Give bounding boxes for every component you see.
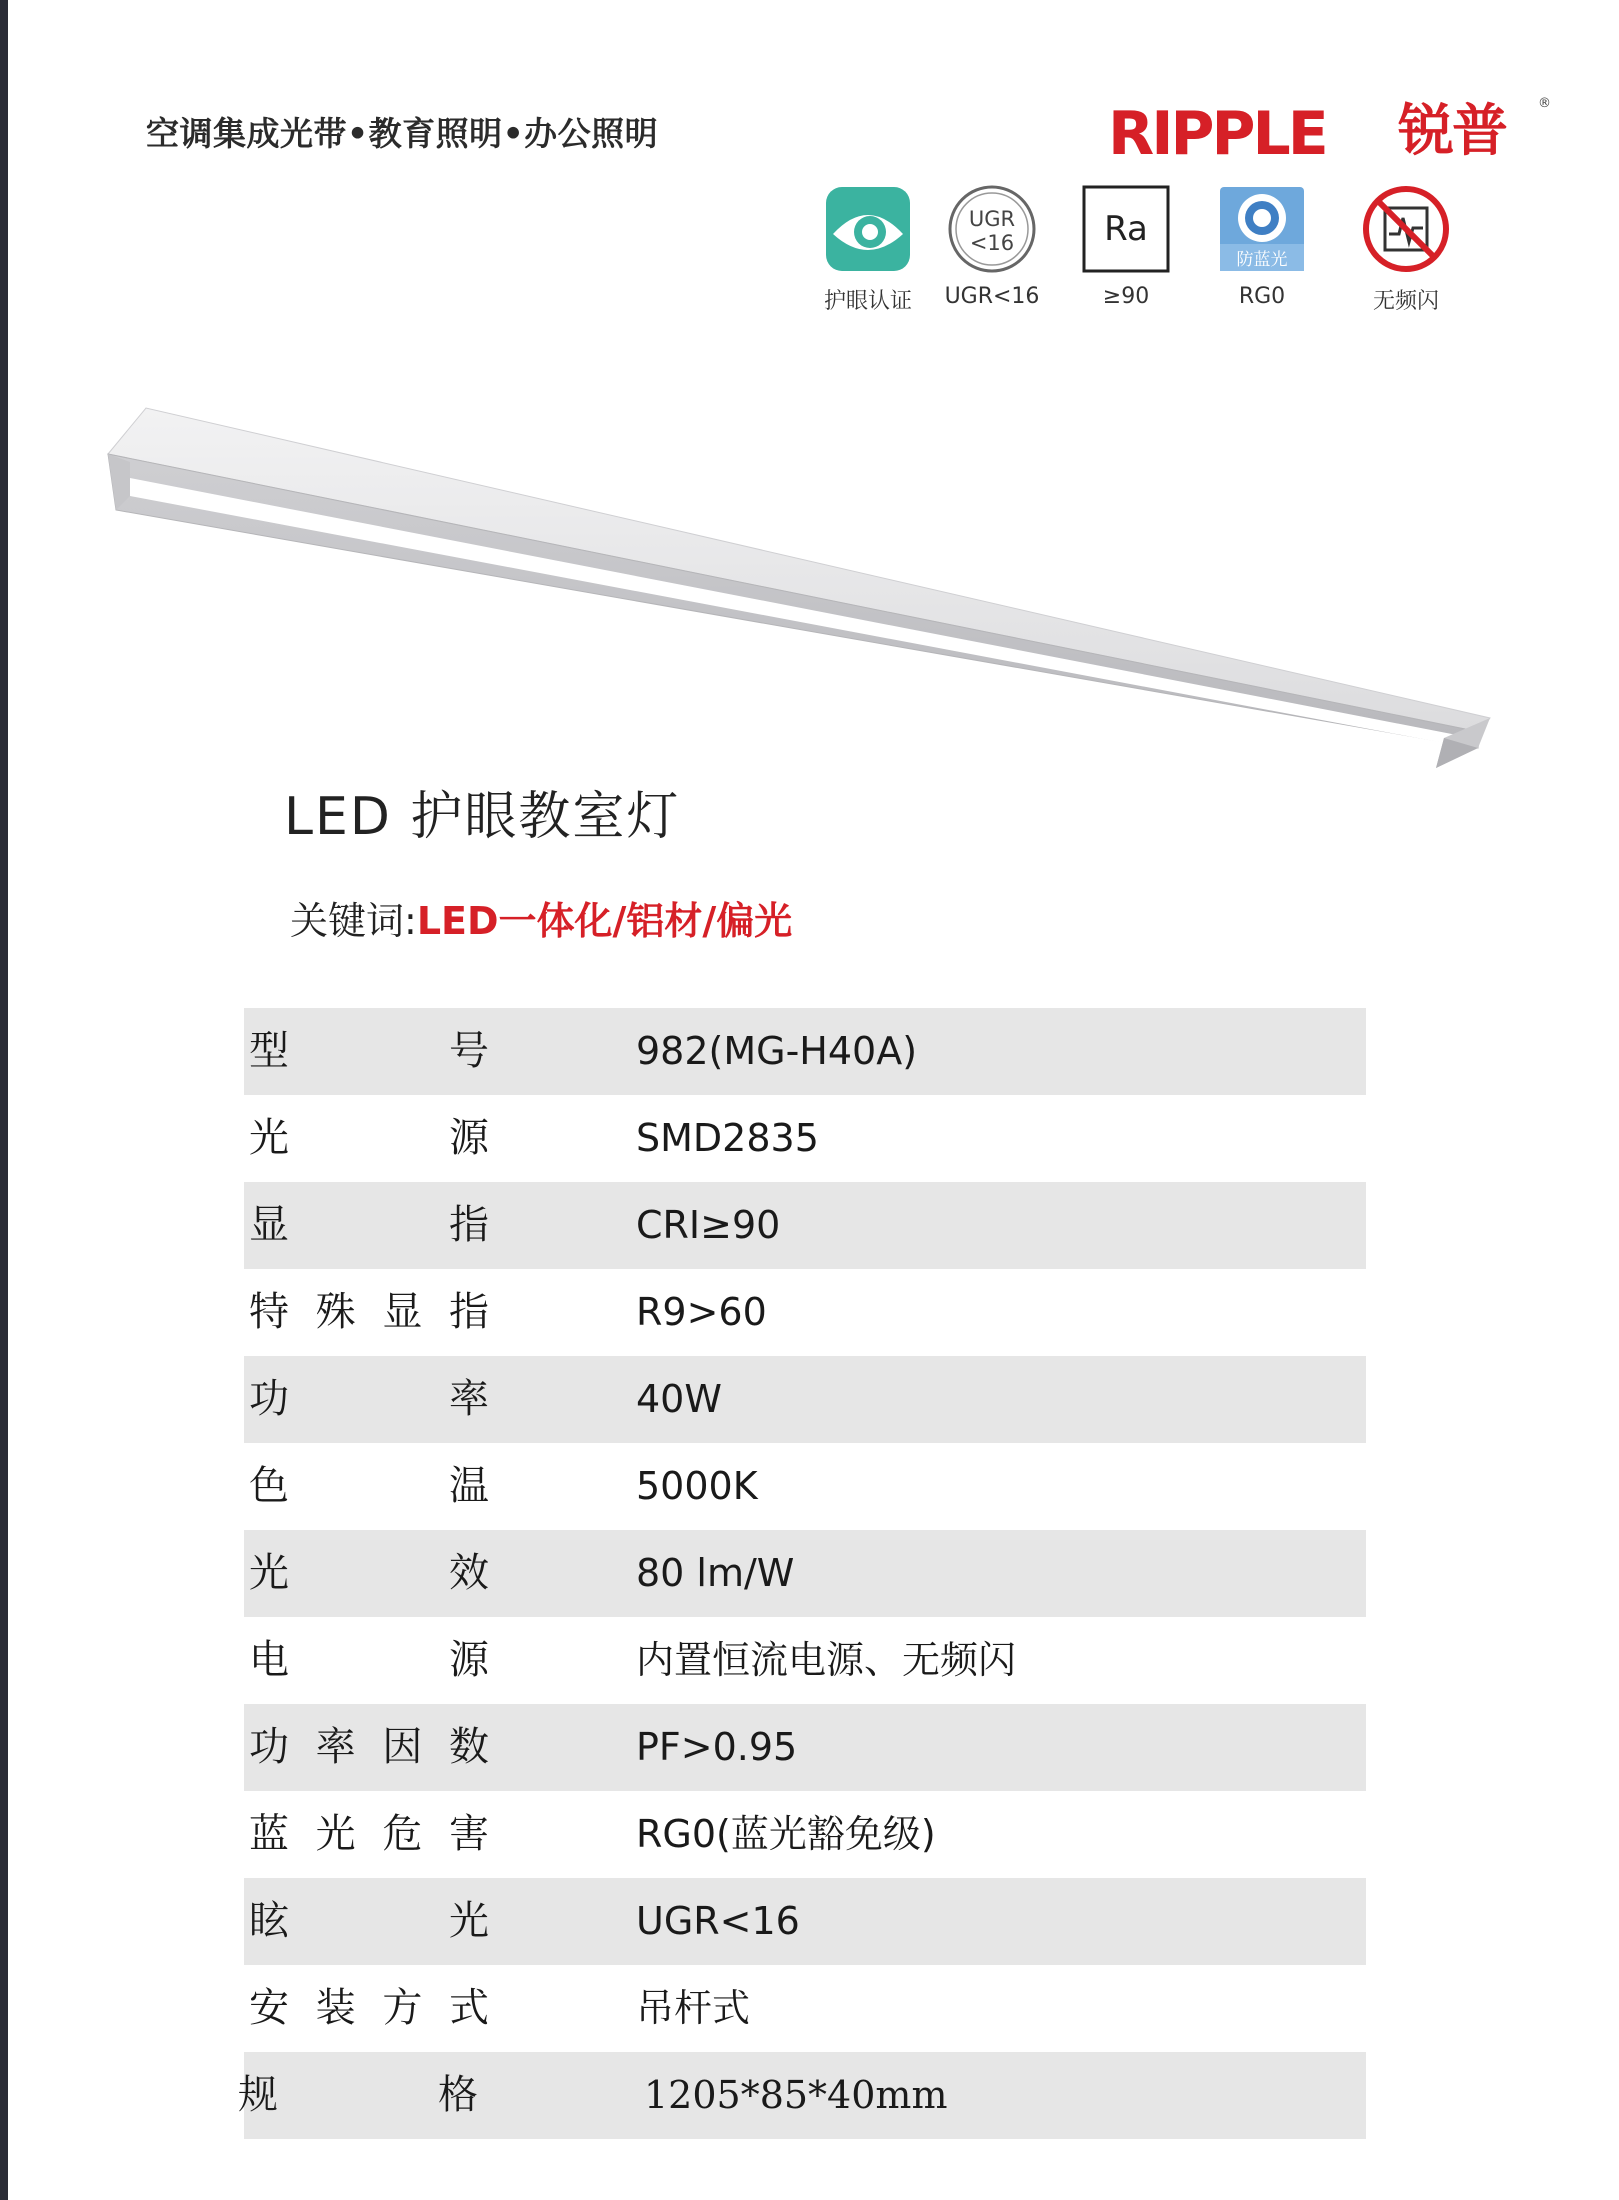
badge-caption: 护眼认证	[823, 289, 912, 314]
spec-value: PF>0.95	[636, 1725, 798, 1769]
spec-label: 功 率	[249, 1376, 489, 1422]
brand-latin-logo	[1108, 96, 1398, 168]
spec-value: 吊杆式	[636, 1986, 751, 2030]
svg-text:防蓝光: 防蓝光	[1236, 250, 1288, 270]
led-linear-luminaire-image	[100, 396, 1500, 786]
spec-value: R9>60	[636, 1290, 767, 1334]
badge-caption: ≥90	[1102, 284, 1150, 309]
spec-value: UGR<16	[636, 1899, 800, 1943]
spec-row-power-factor	[244, 1704, 1366, 1791]
spec-value: 1205*85*40mm	[644, 2073, 948, 2117]
spec-label: 显 指	[249, 1202, 489, 1248]
badge-ra	[1056, 184, 1196, 309]
badge-caption: RG0	[1238, 284, 1286, 309]
badge-no-flicker	[1336, 184, 1476, 315]
badge-blue-light	[1192, 184, 1332, 309]
spec-row-dimensions	[238, 2052, 1366, 2139]
spec-label: 规 格	[238, 2072, 478, 2118]
product-title: LED 护眼教室灯	[284, 787, 681, 847]
spec-label: 光 源	[249, 1115, 489, 1161]
spec-row-color-temp	[244, 1443, 1366, 1530]
no-flicker-icon	[1361, 184, 1451, 274]
spec-value: 40W	[636, 1377, 722, 1421]
spec-table	[238, 1008, 1366, 2139]
product-image	[100, 396, 1500, 790]
spec-row-light-source	[244, 1095, 1366, 1182]
blue-light-icon	[1217, 184, 1307, 274]
spec-label: 安 装 方 式	[249, 1985, 489, 2031]
ra-icon	[1081, 184, 1171, 274]
spec-label: 蓝 光 危 害	[249, 1811, 489, 1857]
spec-value: SMD2835	[636, 1116, 819, 1160]
spec-label: 色 温	[249, 1463, 489, 1509]
spec-row-glare	[244, 1878, 1366, 1965]
spec-label: 光 效	[249, 1550, 489, 1596]
spec-value: 5000K	[636, 1464, 758, 1508]
spec-label: 电 源	[249, 1637, 489, 1683]
spec-row-efficacy	[244, 1530, 1366, 1617]
svg-text:<16: <16	[969, 231, 1015, 255]
keywords-value: LED一体化/铝材/偏光	[416, 899, 793, 943]
spec-label: 功 率 因 数	[249, 1724, 489, 1770]
spec-row-r9	[244, 1269, 1366, 1356]
brand-cn-text: 锐普	[1398, 99, 1506, 164]
spec-value: 982(MG-H40A)	[636, 1029, 918, 1073]
spec-row-power	[244, 1356, 1366, 1443]
spec-value: CRI≥90	[636, 1203, 781, 1247]
eye-care-icon	[823, 184, 913, 274]
keywords-label: 关键词:	[290, 899, 417, 943]
badge-caption: UGR<16	[944, 284, 1040, 309]
brand-logo	[1108, 96, 1558, 168]
product-keywords	[290, 890, 792, 945]
spec-label: 型 号	[249, 1028, 489, 1074]
spec-row-cri	[244, 1182, 1366, 1269]
badge-ugr	[922, 184, 1062, 309]
spec-row-blue-light-hazard	[244, 1791, 1366, 1878]
spec-value: RG0(蓝光豁免级)	[636, 1812, 936, 1856]
left-edge-bar	[0, 0, 8, 2200]
svg-text:UGR: UGR	[968, 207, 1016, 231]
spec-label: 特 殊 显 指	[249, 1289, 489, 1335]
spec-value: 80 lm/W	[636, 1551, 795, 1595]
spec-value: 内置恒流电源、无频闪	[636, 1638, 1017, 1682]
spec-label: 眩 光	[249, 1898, 489, 1944]
header-tagline: 空调集成光带•教育照明•办公照明	[146, 114, 659, 153]
spec-row-model	[244, 1008, 1366, 1095]
ugr-icon	[947, 184, 1037, 274]
spec-row-installation	[244, 1965, 1366, 2052]
badge-eye-care	[798, 184, 938, 315]
registered-mark: ®	[1538, 96, 1551, 111]
brand-latin-text: RIPPLE	[1108, 99, 1326, 168]
svg-text:Ra: Ra	[1104, 209, 1148, 249]
badge-caption: 无频闪	[1372, 289, 1439, 314]
spec-row-driver	[244, 1617, 1366, 1704]
